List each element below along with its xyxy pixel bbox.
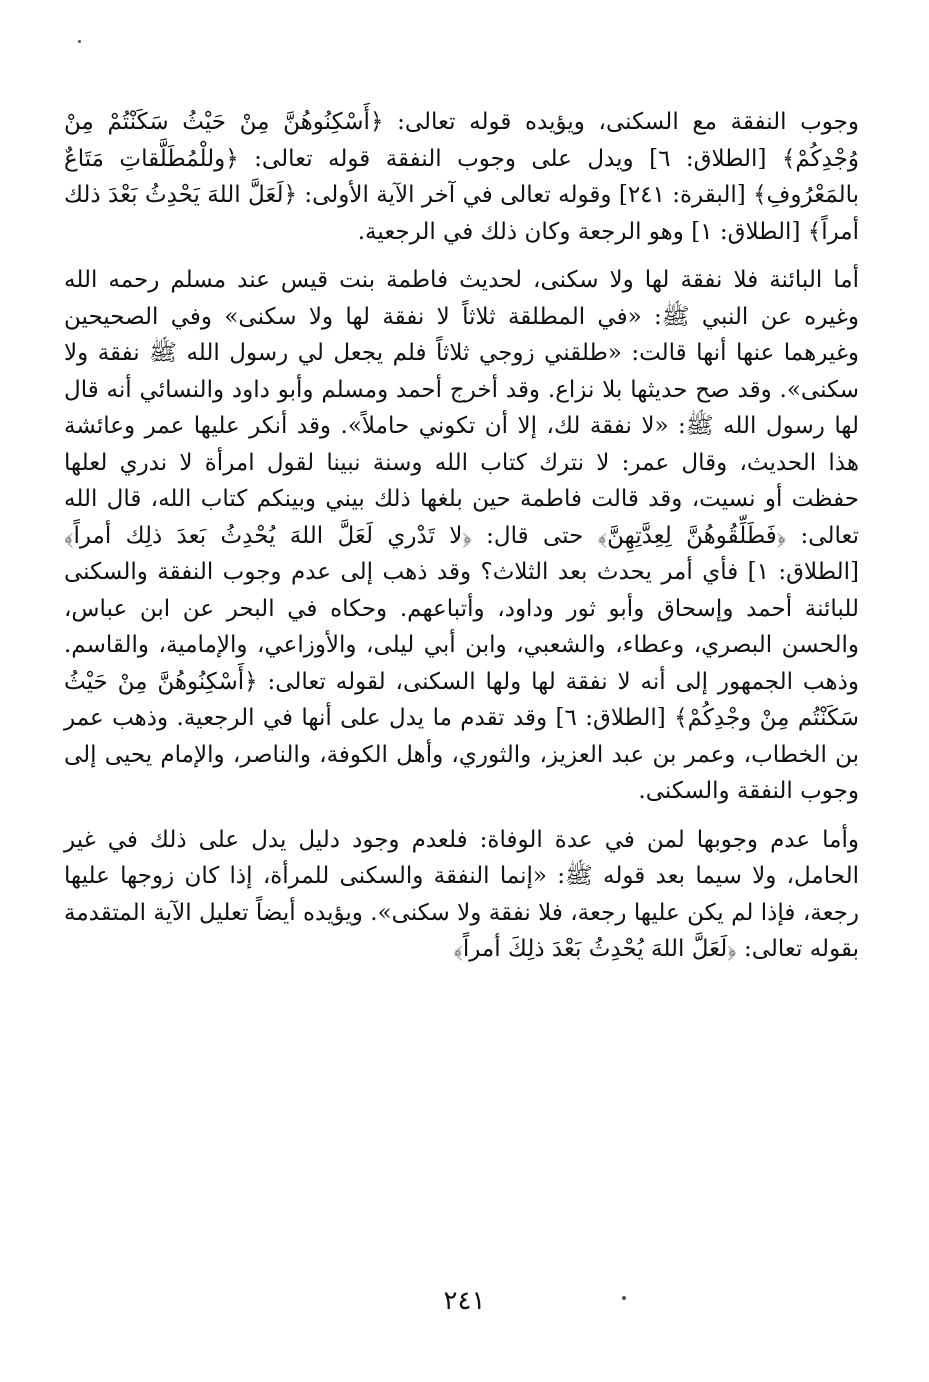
paragraph-1: وجوب النفقة مع السكنى، ويؤيده قوله تعالى: ﴿أَسْكِنُوهُنَّ مِنْ حَيْثُ سَكَنْتُمْ مِنْ وُجْدِكُمْ﴾ [الطلاق: ٦] ويدل على وجوب النفقة قوله تعالى: ﴿وللْمُطَلَّقاتِ مَتَاعٌ بالمَعْرُوفِ﴾ [البقرة: ٢٤١] وقوله تعالى في آخر الآية الأولى: ﴿لَعَلَّ اللهَ يَحْدِثُ بَعْدَ ذلك أمراً﴾ [الطلاق: ١] وهو الرجعة وكان ذلك في الرجعية. bbox=[64, 109, 859, 245]
paragraph-2: أما البائنة فلا نفقة لها ولا سكنى، لحديث فاطمة بنت قيس عند مسلم رحمه الله وغيره عن النبي ﷺ: «في المطلقة ثلاثاً لا نفقة لها ولا سكنى» وفي الصحيحين وغيرهما عنها أنها قالت: «طلقني زوجي ثلاثاً فلم يجعل لي رسول الله ﷺ نفقة ولا سكنى». وقد صح حديثها بلا نزاع. وقد أخرج أحمد ومسلم وأبو داود والنسائي أنه قال لها رسول الله ﷺ: «لا نفقة لك، إلا أن تكوني حاملاً». وقد أنكر عليها عمر وعائشة هذا الحديث، وقال عمر: لا نترك كتاب الله وسنة نبينا لقول امرأة لا ندري لعلها حفظت أو نسيت، وقد قالت فاطمة حين بلغها ذلك بيني وبينكم كتاب الله، قال الله تعالى: ﴿فَطَلِّقُوهُنَّ لِعِدَّتِهِنَّ﴾ حتى قال: ﴿لا تَدْري لَعَلَّ اللهَ يُحْدِثُ بَعدَ ذلِك أمراً﴾ [الطلاق: ١] فأي أمر يحدث بعد الثلاث؟ وقد ذهب إلى عدم وجوب النفقة والسكنى للبائنة أحمد وإسحاق وأبو ثور وداود، وأتباعهم. وحكاه في البحر عن ابن عباس، والحسن البصري، وعطاء، والشعبي، وابن أبي ليلى، والأوزاعي، والإمامية، والقاسم. وذهب الجمهور إلى أنه لا نفقة لها ولها السكنى، لقوله تعالى: ﴿أَسْكِنُوهُنَّ مِنْ حَيْثُ سَكَنْتُم مِنْ وجْدِكُمْ﴾ [الطلاق: ٦] وقد تقدم ما يدل على أنها في الرجعية. وذهب عمر بن الخطاب، وعمر بن عبد العزيز، والثوري، وأهل الكوفة، والناصر، والإمام يحيى إلى وجوب النفقة والسكنى. bbox=[64, 267, 860, 804]
page-number: ٢٤١ bbox=[443, 1286, 486, 1316]
body-text bbox=[64, 104, 859, 968]
scan-speck bbox=[78, 40, 81, 43]
paragraph-3: وأما عدم وجوبها لمن في عدة الوفاة: فلعدم وجود دليل يدل على ذلك في غير الحامل، ولا سيما بعد قوله ﷺ: «إنما النفقة والسكنى للمرأة، إذا كان زوجها عليها رجعة، فإذا لم يكن عليها رجعة، فلا نفقة ولا سكنى». ويؤيده أيضاً تعليل الآية المتقدمة بقوله تعالى: ﴿لَعَلَّ اللهَ يُحْدِثُ بَعْدَ ذلِكَ أمراً﴾ bbox=[64, 826, 859, 962]
